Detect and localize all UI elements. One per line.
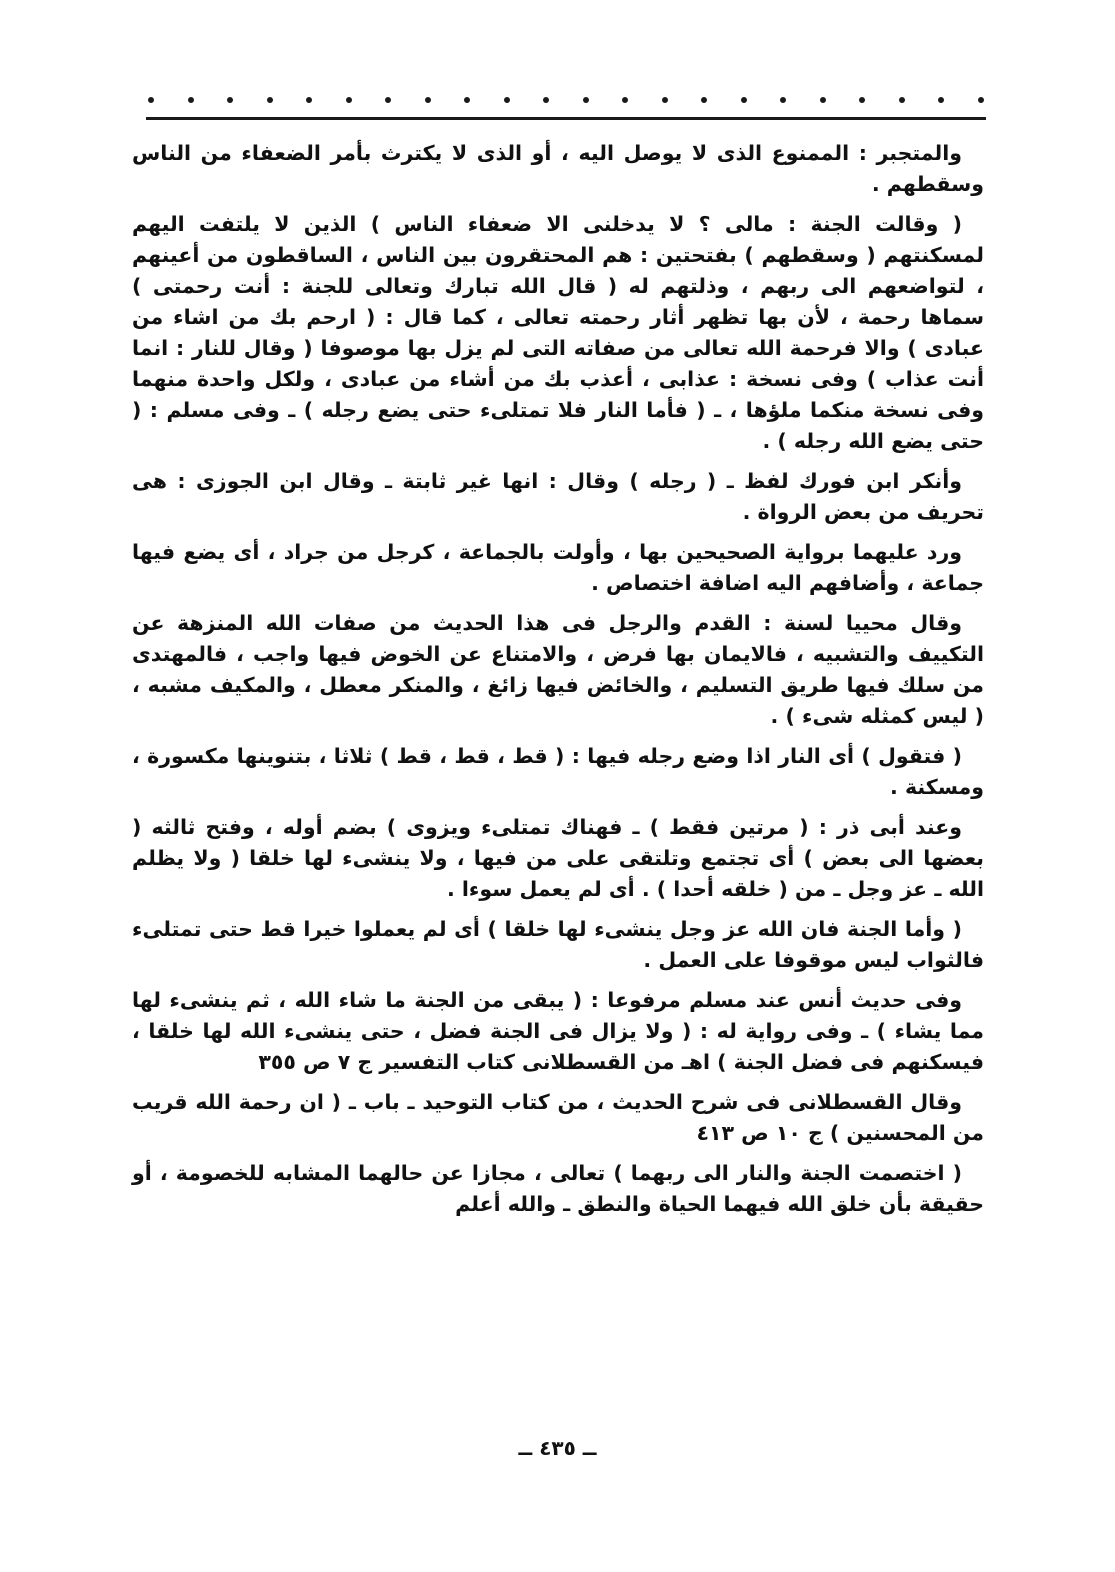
main-text-block <box>132 138 984 1229</box>
page-number: ــ ٤٣٥ ــ <box>518 1436 597 1460</box>
header-dot-ornament <box>148 92 984 108</box>
ornament-dot <box>385 97 391 103</box>
ornament-dot <box>978 97 984 103</box>
ornament-dot <box>227 97 233 103</box>
ornament-dot <box>622 97 628 103</box>
ornament-dot <box>780 97 786 103</box>
ornament-dot <box>346 97 352 103</box>
ornament-dot <box>425 97 431 103</box>
ornament-dot <box>859 97 865 103</box>
header-rule <box>146 117 986 120</box>
ornament-dot <box>701 97 707 103</box>
paragraph: ( وأما الجنة فان الله عز وجل ينشىء لها خلقا ) أى لم يعملوا خيرا قط حتى تمتلىء فالثواب ليس موقوفا على العمل . <box>132 917 984 972</box>
ornament-dot <box>662 97 668 103</box>
ornament-dot <box>583 97 589 103</box>
ornament-dot <box>464 97 470 103</box>
ornament-dot <box>543 97 549 103</box>
paragraph: ورد عليهما برواية الصحيحين بها ، وأولت بالجماعة ، كرجل من جراد ، أى يضع فيها جماعة ، وأضافهم اليه اضافة اختصاص . <box>132 540 984 595</box>
paragraph: وقال محييا لسنة : القدم والرجل فى هذا الحديث من صفات الله المنزهة عن التكييف والتشبيه ، فالايمان بها فرض ، والامتناع عن الخوض فيها واجب ، فالمهتدى من سلك فيها طريق التسليم ، والخائض فيها زائغ ، والمنكر معطل ، والمكيف مشبه ، ( ليس كمثله شىء ) . <box>132 611 984 728</box>
ornament-dot <box>306 97 312 103</box>
ornament-dot <box>188 97 194 103</box>
paragraph: ( اختصمت الجنة والنار الى ربهما ) تعالى ، مجازا عن حالهما المشابه للخصومة ، أو حقيقة بأن خلق الله فيهما الحياة والنطق ـ والله أعلم <box>132 1161 984 1216</box>
ornament-dot <box>267 97 273 103</box>
paragraph: ( وقالت الجنة : مالى ؟ لا يدخلنى الا ضعفاء الناس ) الذين لا يلتفت اليهم لمسكنتهم ( وسقطهم ) بفتحتين : هم المحتقرون بين الناس ، الساقطون من أعينهم ، لتواضعهم الى ربهم ، وذلتهم له ( قال الله تبارك وتعالى للجنة : أنت رحمتى ) سماها رحمة ، لأن بها تظهر أثار رحمته تعالى ، كما قال : ( ارحم بك من اشاء من عبادى ) والا فرحمة الله تعالى من صفاته التى لم يزل بها موصوفا ( وقال للنار : انما أنت عذاب ) وفى نسخة : عذابى ، أعذب بك من أشاء من عبادى ، ولكل واحدة منهما وفى نسخة منكما ملؤها ، ـ ( فأما النار فلا تمتلىء حتى يضع رجله ) ـ وفى مسلم : ( حتى يضع الله رجله ) . <box>132 212 984 453</box>
ornament-dot <box>938 97 944 103</box>
paragraph: ( فتقول ) أى النار اذا وضع رجله فيها : ( قط ، قط ، قط ) ثلاثا ، بتنوينها مكسورة ، ومسكنة . <box>132 744 984 799</box>
ornament-dot <box>899 97 905 103</box>
ornament-dot <box>741 97 747 103</box>
ornament-dot <box>148 97 154 103</box>
paragraph: وقال القسطلانى فى شرح الحديث ، من كتاب التوحيد ـ باب ـ ( ان رحمة الله قريب من المحسنين ) ج ١٠ ص ٤١٣ <box>132 1090 984 1145</box>
paragraph: وعند أبى ذر : ( مرتين فقط ) ـ فهناك تمتلىء ويزوى ) بضم أوله ، وفتح ثالثه ( بعضها الى بعض ) أى تجتمع وتلتقى على من فيها ، ولا ينشىء لها خلقا ( ولا يظلم الله ـ عز وجل ـ من ( خلقه أحدا ) . أى لم يعمل سوءا . <box>132 815 984 901</box>
ornament-dot <box>820 97 826 103</box>
paragraph: وفى حديث أنس عند مسلم مرفوعا : ( يبقى من الجنة ما شاء الله ، ثم ينشىء لها مما يشاء ) ـ وفى رواية له : ( ولا يزال فى الجنة فضل ، حتى ينشىء الله لها خلقا ، فيسكنهم فى فضل الجنة ) اهـ من القسطلانى كتاب التفسير ج ٧ ص ٣٥٥ <box>132 988 984 1074</box>
paragraph: وأنكر ابن فورك لفظ ـ ( رجله ) وقال : انها غير ثابتة ـ وقال ابن الجوزى : هى تحريف من بعض الرواة . <box>132 469 984 524</box>
ornament-dot <box>504 97 510 103</box>
paragraph: والمتجبر : الممنوع الذى لا يوصل اليه ، أو الذى لا يكترث بأمر الضعفاء من الناس وسقطهم . <box>132 141 984 196</box>
